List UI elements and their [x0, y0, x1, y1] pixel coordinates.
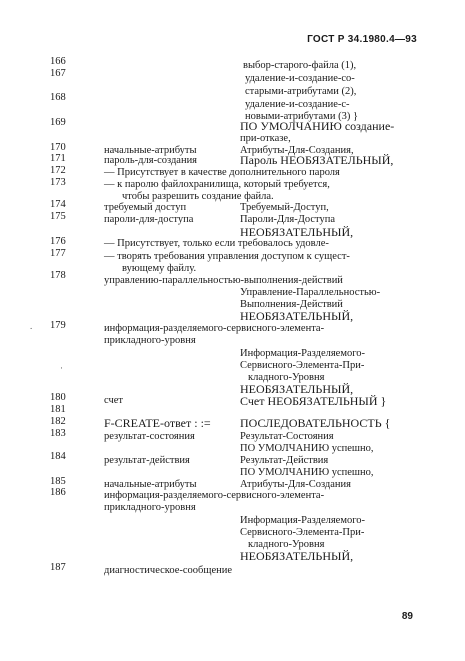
- code-text: старыми-атрибутами (2),: [245, 86, 357, 97]
- line-number: 173: [50, 177, 66, 188]
- line-number: 176: [50, 236, 66, 247]
- code-text: при-отказе,: [240, 133, 291, 144]
- field-name: пароль-для-создания: [104, 155, 198, 166]
- code-text: Информация-Разделяемого-: [240, 515, 366, 526]
- line-number: 186: [50, 487, 66, 498]
- code-text: удаление-и-создание-с-: [245, 99, 350, 110]
- comment-text: — творять требования управления доступом к сущест-: [104, 251, 350, 262]
- field-name: прикладного-уровня: [104, 335, 196, 346]
- code-text: Сервисного-Элемента-При-: [240, 360, 365, 371]
- code-text: удаление-и-создание-со-: [245, 73, 355, 84]
- code-text: Атрибуты-Для-Создания,: [240, 145, 354, 156]
- comment-text: вующему файлу.: [122, 263, 197, 274]
- code-text: Результат-Действия: [240, 455, 329, 466]
- code-text: Управление-Параллельностью-: [240, 287, 381, 298]
- code-text: выбор-старого-файла (1),: [243, 60, 357, 71]
- field-name: счет: [104, 395, 123, 406]
- field-name: требуемый доступ: [104, 202, 187, 213]
- code-text: кладного-Уровня: [248, 539, 325, 550]
- line-number: 178: [50, 270, 66, 281]
- code-text: НЕОБЯЗАТЕЛЬНЫЙ,: [240, 309, 354, 323]
- code-text: ПОСЛЕДОВАТЕЛЬНОСТЬ {: [240, 416, 391, 430]
- field-name: начальные-атрибуты: [104, 479, 197, 490]
- comment-text: — Присутствует, только если требовалось удовле-: [104, 238, 329, 249]
- code-text: Пароли-Для-Доступа: [240, 214, 336, 225]
- margin-mark: ·: [60, 363, 63, 373]
- line-number: 183: [50, 428, 66, 439]
- comment-text: — к паролю файлохранилища, который требуется,: [104, 179, 330, 190]
- field-name: пароли-для-доступа: [104, 214, 194, 225]
- code-text: ПО УМОЛЧАНИЮ создание-: [240, 119, 395, 133]
- margin-mark: .: [30, 321, 33, 331]
- line-number: 171: [50, 153, 66, 164]
- line-number: 185: [50, 476, 66, 487]
- code-text: Результат-Состояния: [240, 431, 334, 442]
- line-number: 166: [50, 56, 66, 67]
- field-name: информация-разделяемого-сервисного-элемента-: [104, 323, 325, 334]
- line-number: 179: [50, 320, 66, 331]
- field-name: F-CREATE-ответ : :=: [104, 416, 211, 430]
- code-text: НЕОБЯЗАТЕЛЬНЫЙ,: [240, 549, 354, 563]
- field-name: диагностическое-сообщение: [104, 565, 233, 576]
- line-number: 175: [50, 211, 66, 222]
- field-name: результат-состояния: [104, 431, 195, 442]
- line-number: 182: [50, 416, 66, 427]
- line-number: 184: [50, 451, 66, 462]
- field-name: прикладного-уровня: [104, 502, 196, 513]
- code-text: Пароль НЕОБЯЗАТЕЛЬНЫЙ,: [240, 153, 394, 167]
- code-text: НЕОБЯЗАТЕЛЬНЫЙ,: [240, 382, 354, 396]
- code-text: кладного-Уровня: [248, 372, 325, 383]
- code-text: ПО УМОЛЧАНИЮ успешно,: [240, 443, 374, 454]
- line-number: 169: [50, 117, 66, 128]
- line-number: 172: [50, 165, 66, 176]
- code-text: НЕОБЯЗАТЕЛЬНЫЙ,: [240, 225, 354, 239]
- line-number: 180: [50, 392, 66, 403]
- page-number: 89: [401, 611, 413, 622]
- line-number: 168: [50, 92, 66, 103]
- field-name: результат-действия: [104, 455, 190, 466]
- field-name: управлению-параллельностью-выполнения-действий: [104, 275, 343, 286]
- line-number: 181: [50, 404, 66, 415]
- code-text: ПО УМОЛЧАНИЮ успешно,: [240, 467, 374, 478]
- code-text: Требуемый-Доступ,: [240, 202, 329, 213]
- code-text: Счет НЕОБЯЗАТЕЛЬНЫЙ }: [240, 394, 387, 408]
- code-text: Информация-Разделяемого-: [240, 348, 366, 359]
- line-number: 167: [50, 68, 66, 79]
- field-name: начальные-атрибуты: [104, 145, 197, 156]
- line-number: 187: [50, 562, 66, 573]
- line-number: 177: [50, 248, 66, 259]
- code-text: Сервисного-Элемента-При-: [240, 527, 365, 538]
- code-text: Атрибуты-Для-Создания: [240, 479, 351, 490]
- comment-text: чтобы разрешить создание файла.: [122, 191, 274, 202]
- line-number: 174: [50, 199, 66, 210]
- page-header: ГОСТ Р 34.1980.4—93: [307, 34, 417, 45]
- code-text: Выполнения-Действий: [240, 299, 343, 310]
- field-name: информация-разделяемого-сервисного-элемента-: [104, 490, 325, 501]
- code-text: новыми-атрибутами (3) }: [245, 111, 358, 122]
- comment-text: — Присутствует в качестве дополнительного пароля: [104, 167, 340, 178]
- line-number: 170: [50, 142, 66, 153]
